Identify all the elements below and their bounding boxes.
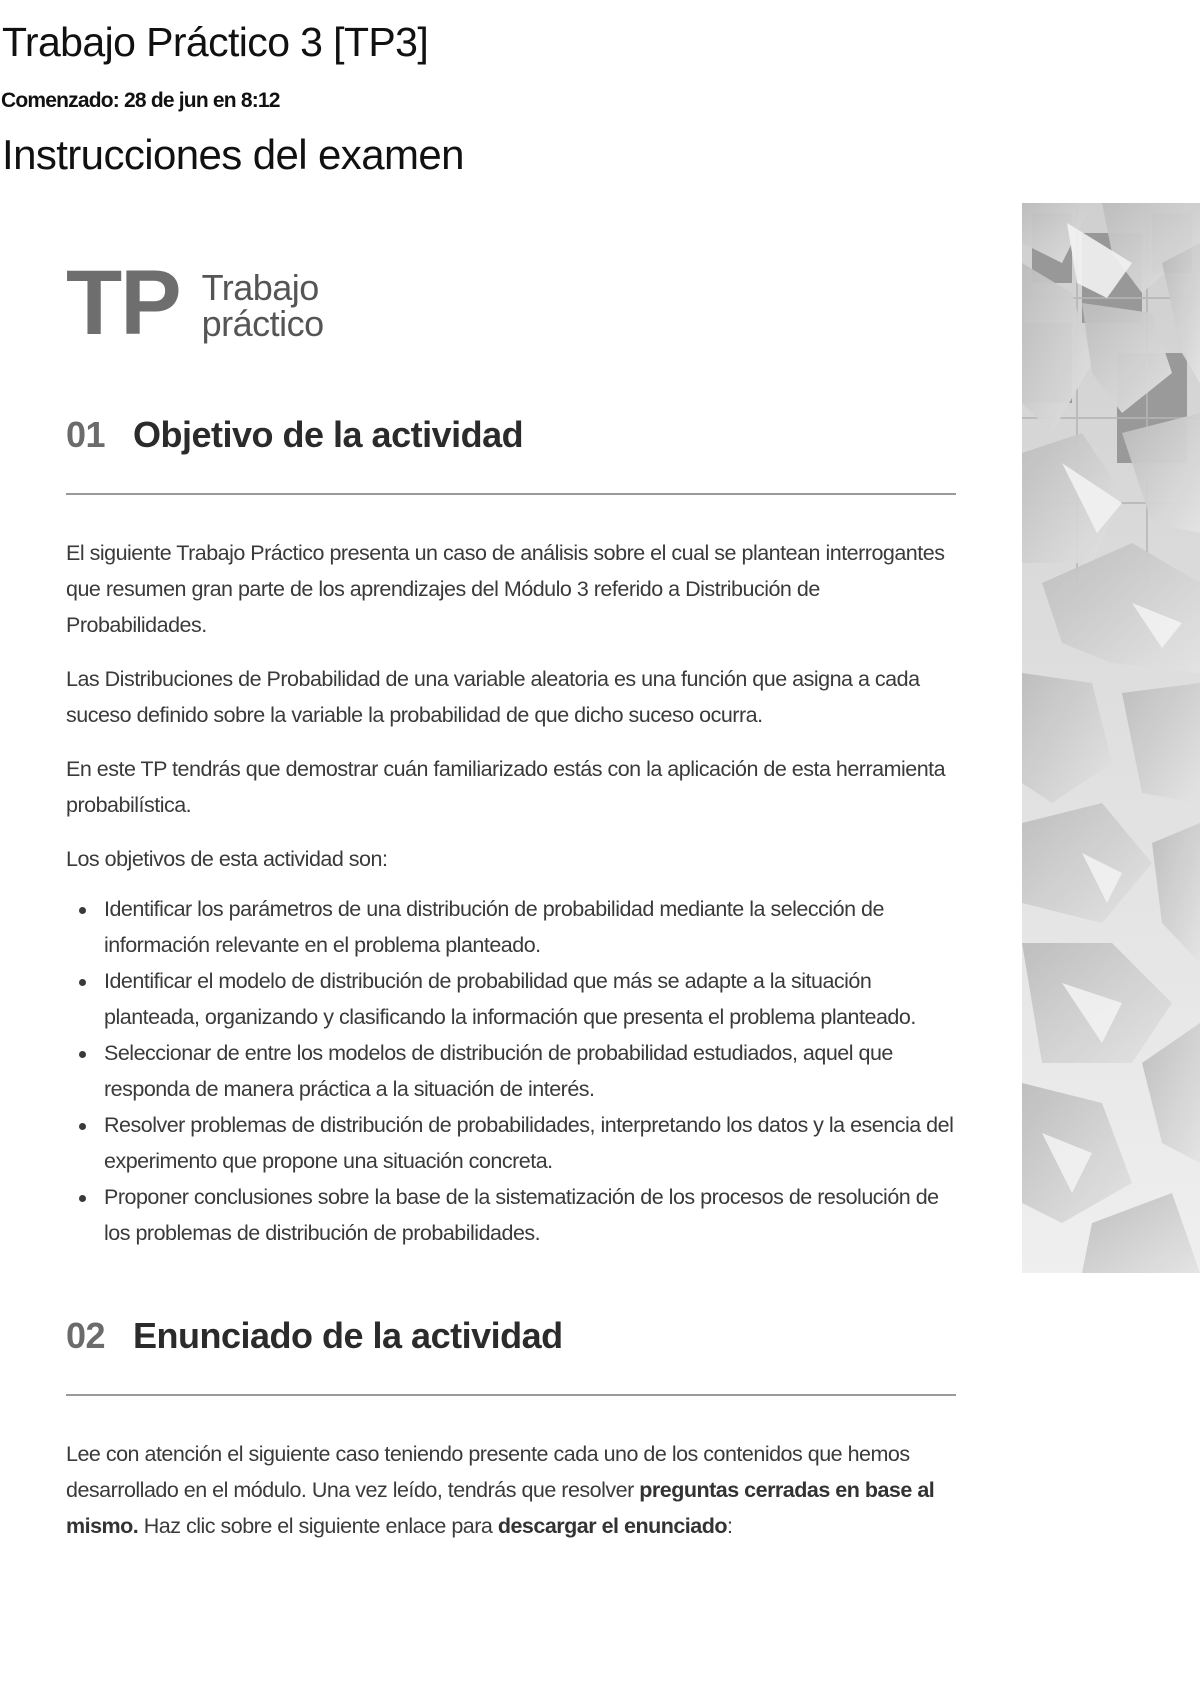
- list-item: Proponer conclusiones sobre la base de la sistematización de los procesos de resolución de los problemas de distribución de probabilidades.: [104, 1179, 956, 1251]
- page-header: [0, 14, 1200, 184]
- section-divider: [66, 1394, 956, 1396]
- instructions-content: [66, 252, 956, 1544]
- section-number: 01: [66, 414, 106, 455]
- instructions-heading: Instrucciones del examen: [2, 131, 464, 178]
- statement-text-1: Lee con atención el siguiente caso teniendo presente cada uno de los contenidos que hemos desarrollado en el módulo. Una vez leído, tendrás que resolver: [66, 1442, 910, 1502]
- list-item: Identificar el modelo de distribución de probabilidad que más se adapte a la situación planteada, organizando y clasificando la información que presenta el problema planteado.: [104, 963, 956, 1035]
- list-item: Resolver problemas de distribución de probabilidades, interpretando los datos y la esencia del experimento que propone una situación concreta.: [104, 1107, 956, 1179]
- section-divider: [66, 493, 956, 495]
- statement-text-3: :: [727, 1514, 733, 1538]
- tp-logo-mark: TP: [66, 252, 180, 354]
- section-heading-objective: [66, 414, 956, 462]
- tp-logo-line1: Trabajo: [201, 267, 319, 308]
- section-number: 02: [66, 1315, 106, 1356]
- started-timestamp: Comenzado: 28 de jun en 8:12: [1, 89, 280, 112]
- list-item: Identificar los parámetros de una distribución de probabilidad mediante la selección de información relevante en el problema planteado.: [104, 891, 956, 963]
- architecture-photo-icon: [1022, 203, 1200, 1273]
- tp-logo-text: [202, 264, 324, 342]
- statement-bold-1: preguntas cerradas en base al mismo.: [66, 1478, 935, 1538]
- statement-paragraph: [66, 1436, 956, 1544]
- decorative-side-image: [1022, 203, 1200, 1273]
- objective-paragraph-3: En este TP tendrás que demostrar cuán familiarizado estás con la aplicación de esta herramienta probabilística.: [66, 757, 946, 817]
- right-gutter: [1022, 1273, 1200, 1696]
- section-heading-statement: [66, 1315, 956, 1363]
- section-title: Enunciado de la actividad: [133, 1315, 563, 1356]
- objectives-list: [66, 891, 956, 1251]
- section-title: Objetivo de la actividad: [133, 414, 524, 455]
- objective-paragraph-2: Las Distribuciones de Probabilidad de una variable aleatoria es una función que asigna a cada suceso definido sobre la variable la probabilidad de que dicho suceso ocurra.: [66, 667, 920, 727]
- objectives-intro: Los objetivos de esta actividad son:: [66, 847, 388, 871]
- tp-logo: [66, 252, 956, 354]
- statement-text-2: Haz clic sobre el siguiente enlace para: [138, 1514, 498, 1538]
- download-statement-text: descargar el enunciado: [497, 1514, 728, 1538]
- list-item: Seleccionar de entre los modelos de distribución de probabilidad estudiados, aquel que responda de manera práctica a la situación de interés.: [104, 1035, 956, 1107]
- tp-logo-line2: práctico: [201, 303, 324, 344]
- quiz-title: Trabajo Práctico 3 [TP3]: [2, 19, 429, 65]
- objective-paragraph-1: El siguiente Trabajo Práctico presenta un caso de análisis sobre el cual se plantean interrogantes que resumen gran parte de los aprendizajes del Módulo 3 referido a Distribución de Probabilidades.: [66, 541, 945, 637]
